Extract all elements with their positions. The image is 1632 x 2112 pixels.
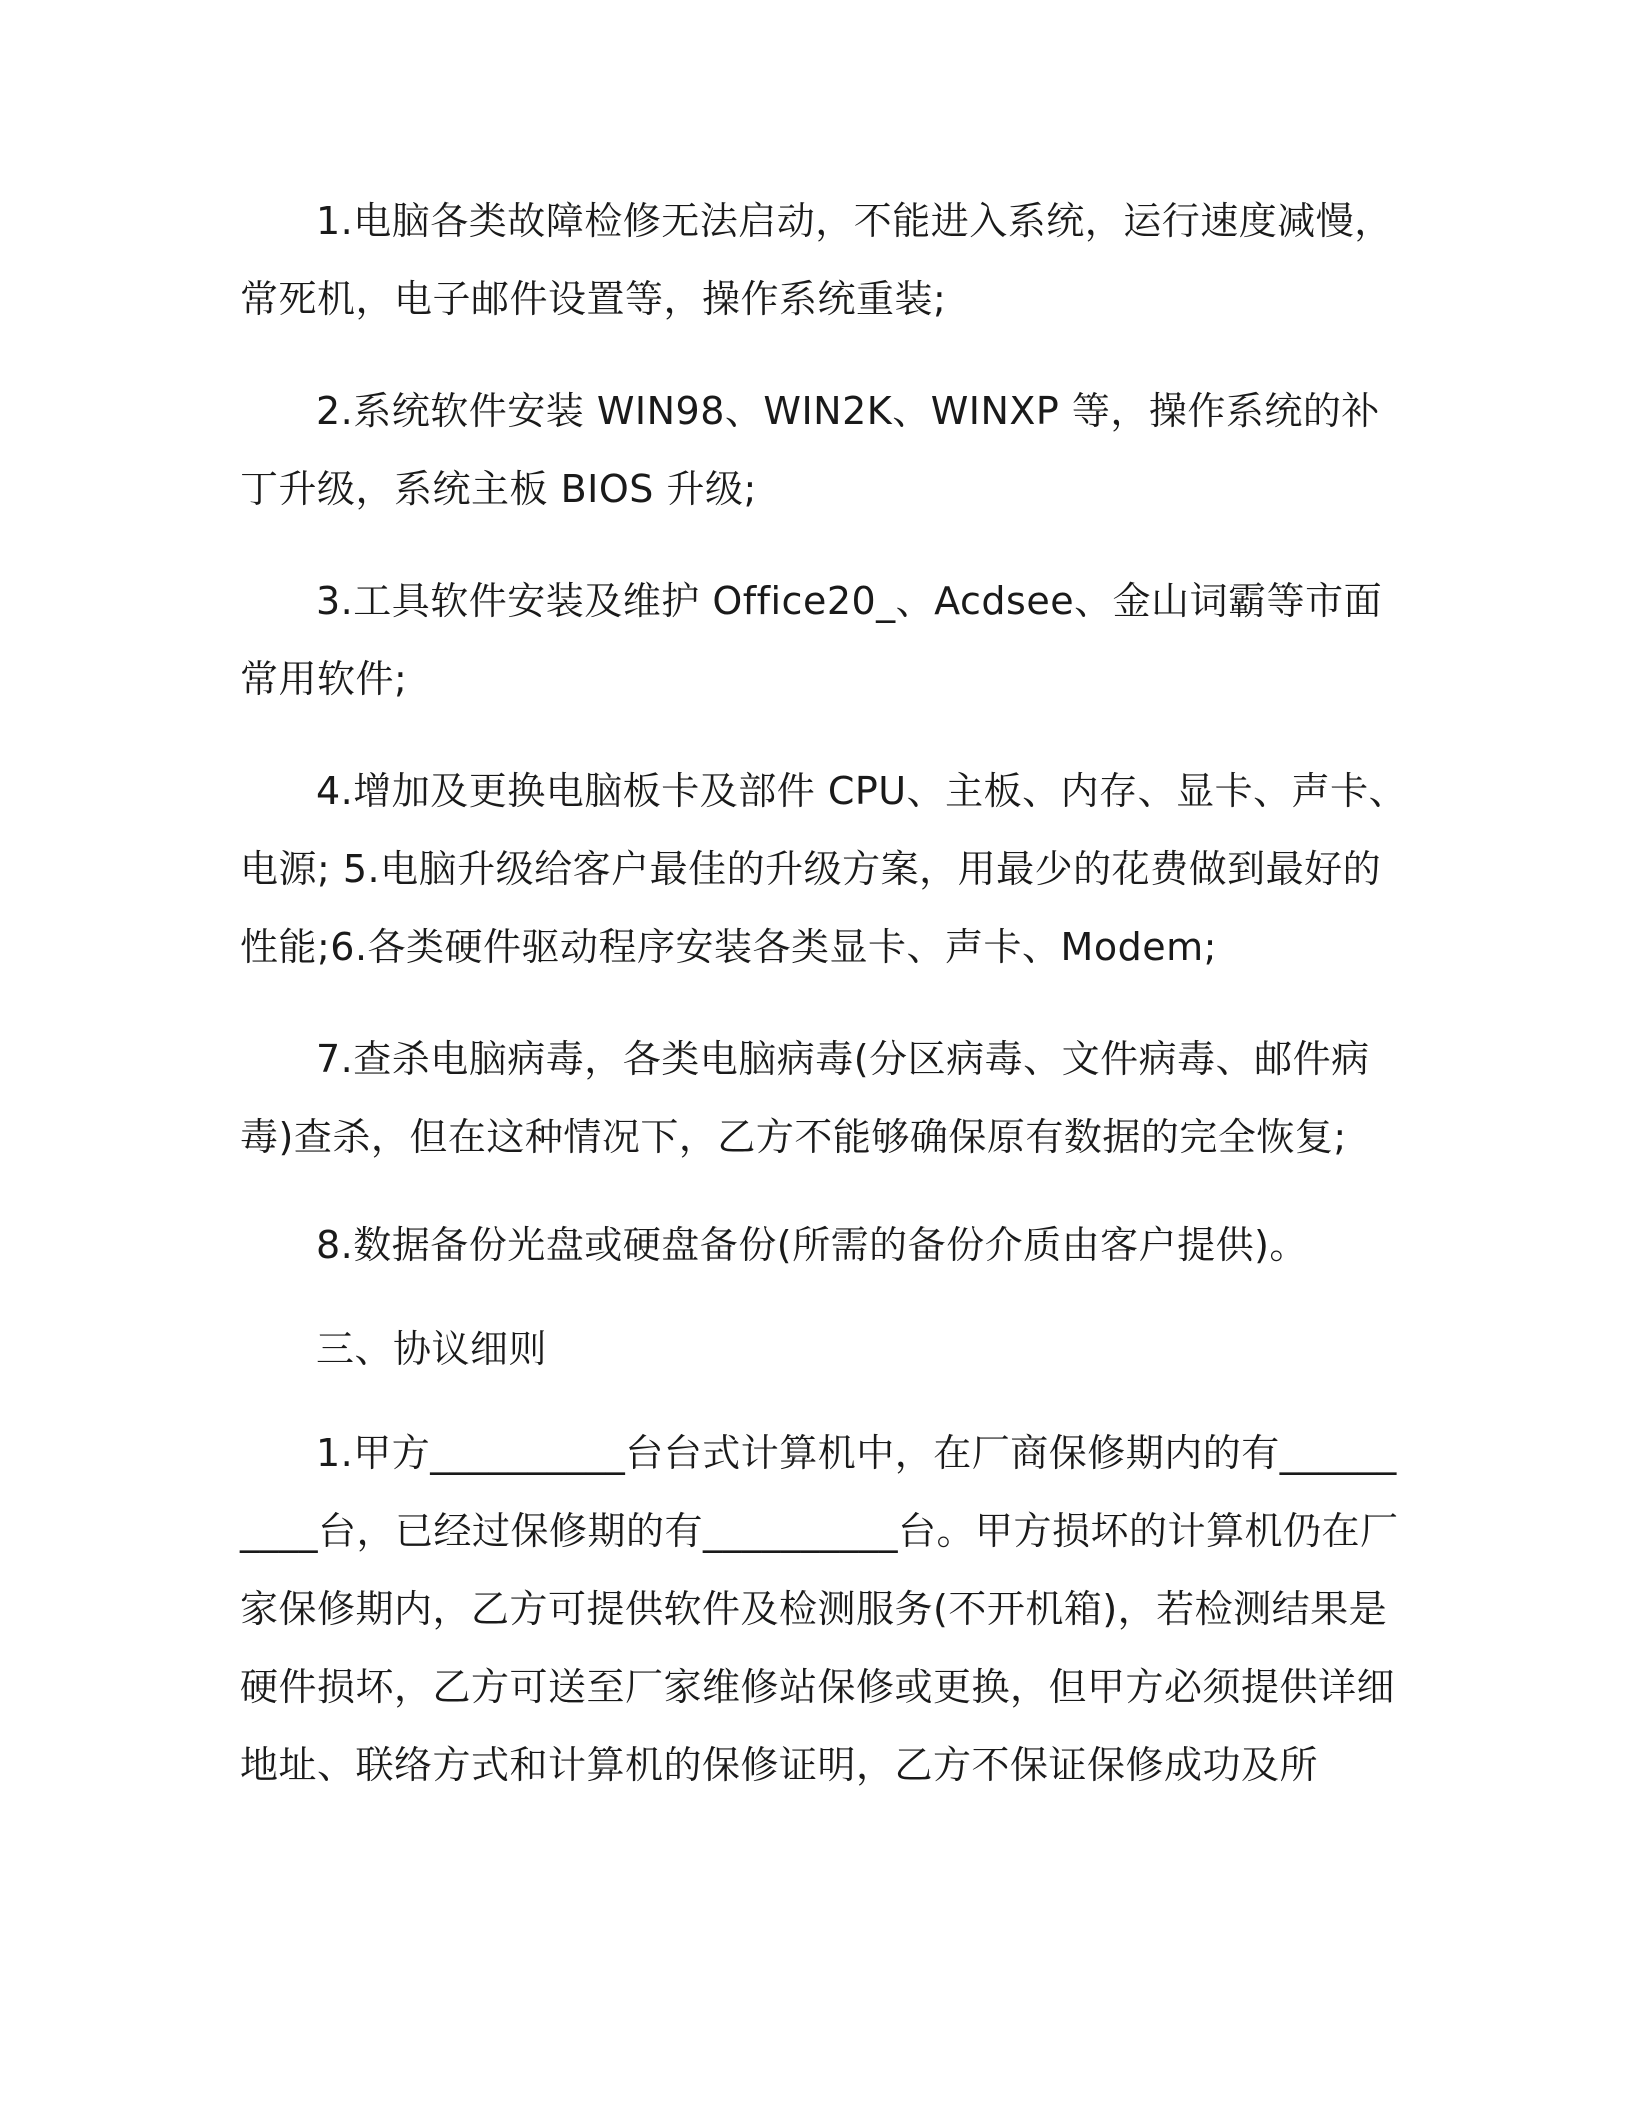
paragraph-service-item-2: 2.系统软件安装 WIN98、WIN2K、WINXP 等，操作系统的补丁升级，系统主板 BIOS 升级; <box>240 389 1380 511</box>
section-heading-agreement-details: 三、协议细则 <box>316 1327 548 1371</box>
paragraph-service-item-7: 7.查杀电脑病毒，各类电脑病毒(分区病毒、文件病毒、邮件病毒)查杀，但在这种情况下，乙方不能够确保原有数据的完全恢复; <box>240 1037 1370 1159</box>
paragraph-service-items-4-6: 4.增加及更换电脑板卡及部件 CPU、主板、内存、显卡、声卡、电源; 5.电脑升级给客户最佳的升级方案，用最少的花费做到最好的性能;6.各类硬件驱动程序安装各类显卡、声卡、Modem; <box>240 769 1408 969</box>
paragraph-service-item-3: 3.工具软件安装及维护 Office20_、Acdsee、金山词霸等市面常用软件; <box>240 579 1383 701</box>
paragraph-agreement-clause-1: 1.甲方__________台台式计算机中，在厂商保修期内的有__________台，已经过保修期的有__________台。甲方损坏的计算机仍在厂家保修期内，乙方可提供软件及检测服务(不开机箱)，若检测结果是硬件损坏，乙方可送至厂家维修站保修或更换，但甲方必须提供详细地址、联络方式和计算机的保修证明，乙方不保证保修成功及所 <box>240 1431 1399 1787</box>
paragraph-service-item-1: 1.电脑各类故障检修无法启动，不能进入系统，运行速度减慢，常死机，电子邮件设置等，操作系统重装; <box>240 199 1393 321</box>
document-body <box>240 182 1412 1804</box>
paragraph-service-item-8: 8.数据备份光盘或硬盘备份(所需的备份介质由客户提供)。 <box>316 1223 1308 1267</box>
